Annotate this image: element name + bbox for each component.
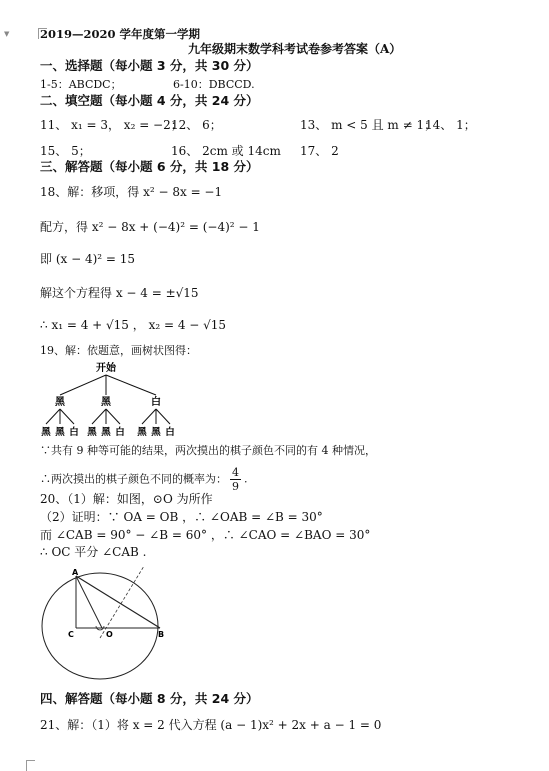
circle-o <box>42 573 158 679</box>
tree-leaf: 白 <box>115 427 125 438</box>
section-2-heading: 二、填空题（每小题 4 分，共 24 分） <box>40 93 259 108</box>
q18-step-2: 配方，得 x² − 8x + (−4)² = (−4)² − 1 <box>40 220 260 234</box>
label-c: C <box>68 630 74 639</box>
tree-leaf: 黑 <box>151 427 161 438</box>
tree-branch <box>60 409 74 424</box>
circle-geometry-figure <box>40 562 175 684</box>
q19-conclusion-2 <box>40 466 248 493</box>
tree-branch <box>106 409 120 424</box>
q20-part-2-line-3: ∴ OC 平分 ∠CAB . <box>40 545 147 559</box>
answer-17: 17、 2 <box>300 144 339 158</box>
tree-branch <box>92 409 106 424</box>
q18-step-5: ∴ x₁ = 4 + √15 ， x₂ = 4 − √15 <box>40 318 227 332</box>
q20-part-2-line-2: 而 ∠CAB = 90° − ∠B = 60° ，∴ ∠CAO = ∠BAO = 30° <box>40 528 371 542</box>
q20-part-1: 20、（1）解：如图，⊙O 为所作 <box>40 492 213 506</box>
answer-6-10: 6-10：DBCCD. <box>173 78 255 91</box>
section-3-heading: 三、解答题（每小题 6 分，共 18 分） <box>40 159 259 174</box>
tree-leaf: 黑 <box>101 427 111 438</box>
answer-1-5: 1-5：ABCDC； <box>40 78 122 91</box>
q18-step-3: 即 (x − 4)² = 15 <box>40 252 136 266</box>
tree-leaf: 白 <box>165 427 175 438</box>
q18-step-1: 18、解：移项，得 x² − 8x = −1 <box>40 185 223 199</box>
fraction-denominator: 9 <box>232 480 239 493</box>
tree-level1-node: 黑 <box>55 397 65 408</box>
term-line: 2019—2020 学年度第一学期 <box>40 27 201 41</box>
tree-leaf: 黑 <box>87 427 97 438</box>
tree-branch <box>46 409 60 424</box>
tree-leaf: 白 <box>69 427 79 438</box>
q19-period: . <box>244 472 248 486</box>
answer-14: 14、 1； <box>425 118 476 132</box>
probability-tree-diagram <box>38 360 178 440</box>
q20-part-2-line-1: （2）证明：∵ OA = OB ，∴ ∠OAB = ∠B = 30° <box>40 510 323 524</box>
label-b: B <box>158 630 165 639</box>
tree-leaf: 黑 <box>55 427 65 438</box>
q19-intro: 19、解：依题意，画树状图得： <box>40 344 197 357</box>
tree-branch <box>106 375 156 395</box>
q18-step-4: 解这个方程得 x − 4 = ±√15 <box>40 286 199 300</box>
tree-branch <box>60 375 106 395</box>
caret-down-icon: ▼ <box>4 30 10 38</box>
answer-11: 11、 x₁ = 3， x₂ = −2； <box>40 118 183 132</box>
label-a: A <box>72 568 79 577</box>
section-1-heading: 一、选择题（每小题 3 分，共 30 分） <box>40 58 259 73</box>
answer-12: 12、 6； <box>171 118 222 132</box>
fraction-numerator: 4 <box>232 466 239 479</box>
q21-step-1: 21、解：（1）将 x = 2 代入方程 (a − 1)x² + 2x + a − 1 = 0 <box>40 718 382 732</box>
tree-root-label: 开始 <box>96 363 116 374</box>
answer-15: 15、 5； <box>40 144 91 158</box>
tree-level1-node: 白 <box>151 397 161 408</box>
tree-level1-node: 黑 <box>101 397 111 408</box>
answer-16: 16、 2cm 或 14cm <box>171 144 281 158</box>
answer-13: 13、 m < 5 且 m ≠ 1； <box>300 118 437 132</box>
tree-branch <box>156 409 170 424</box>
section-4-heading: 四、解答题（每小题 8 分，共 24 分） <box>40 691 259 706</box>
q19-conclusion-1: ∵共有 9 种等可能的结果，两次摸出的棋子颜色不同的有 4 种情况， <box>40 444 376 457</box>
tree-leaf: 黑 <box>41 427 51 438</box>
label-o: O <box>106 630 113 639</box>
page-title: 九年级期末数学科考试卷参考答案（A） <box>188 42 402 56</box>
tree-branch <box>142 409 156 424</box>
corner-crop-mark <box>26 760 35 771</box>
tree-leaf: 黑 <box>137 427 147 438</box>
q19-probability-text: ∴两次摸出的棋子颜色不同的概率为： <box>40 472 227 486</box>
q19-probability-fraction <box>230 466 241 493</box>
